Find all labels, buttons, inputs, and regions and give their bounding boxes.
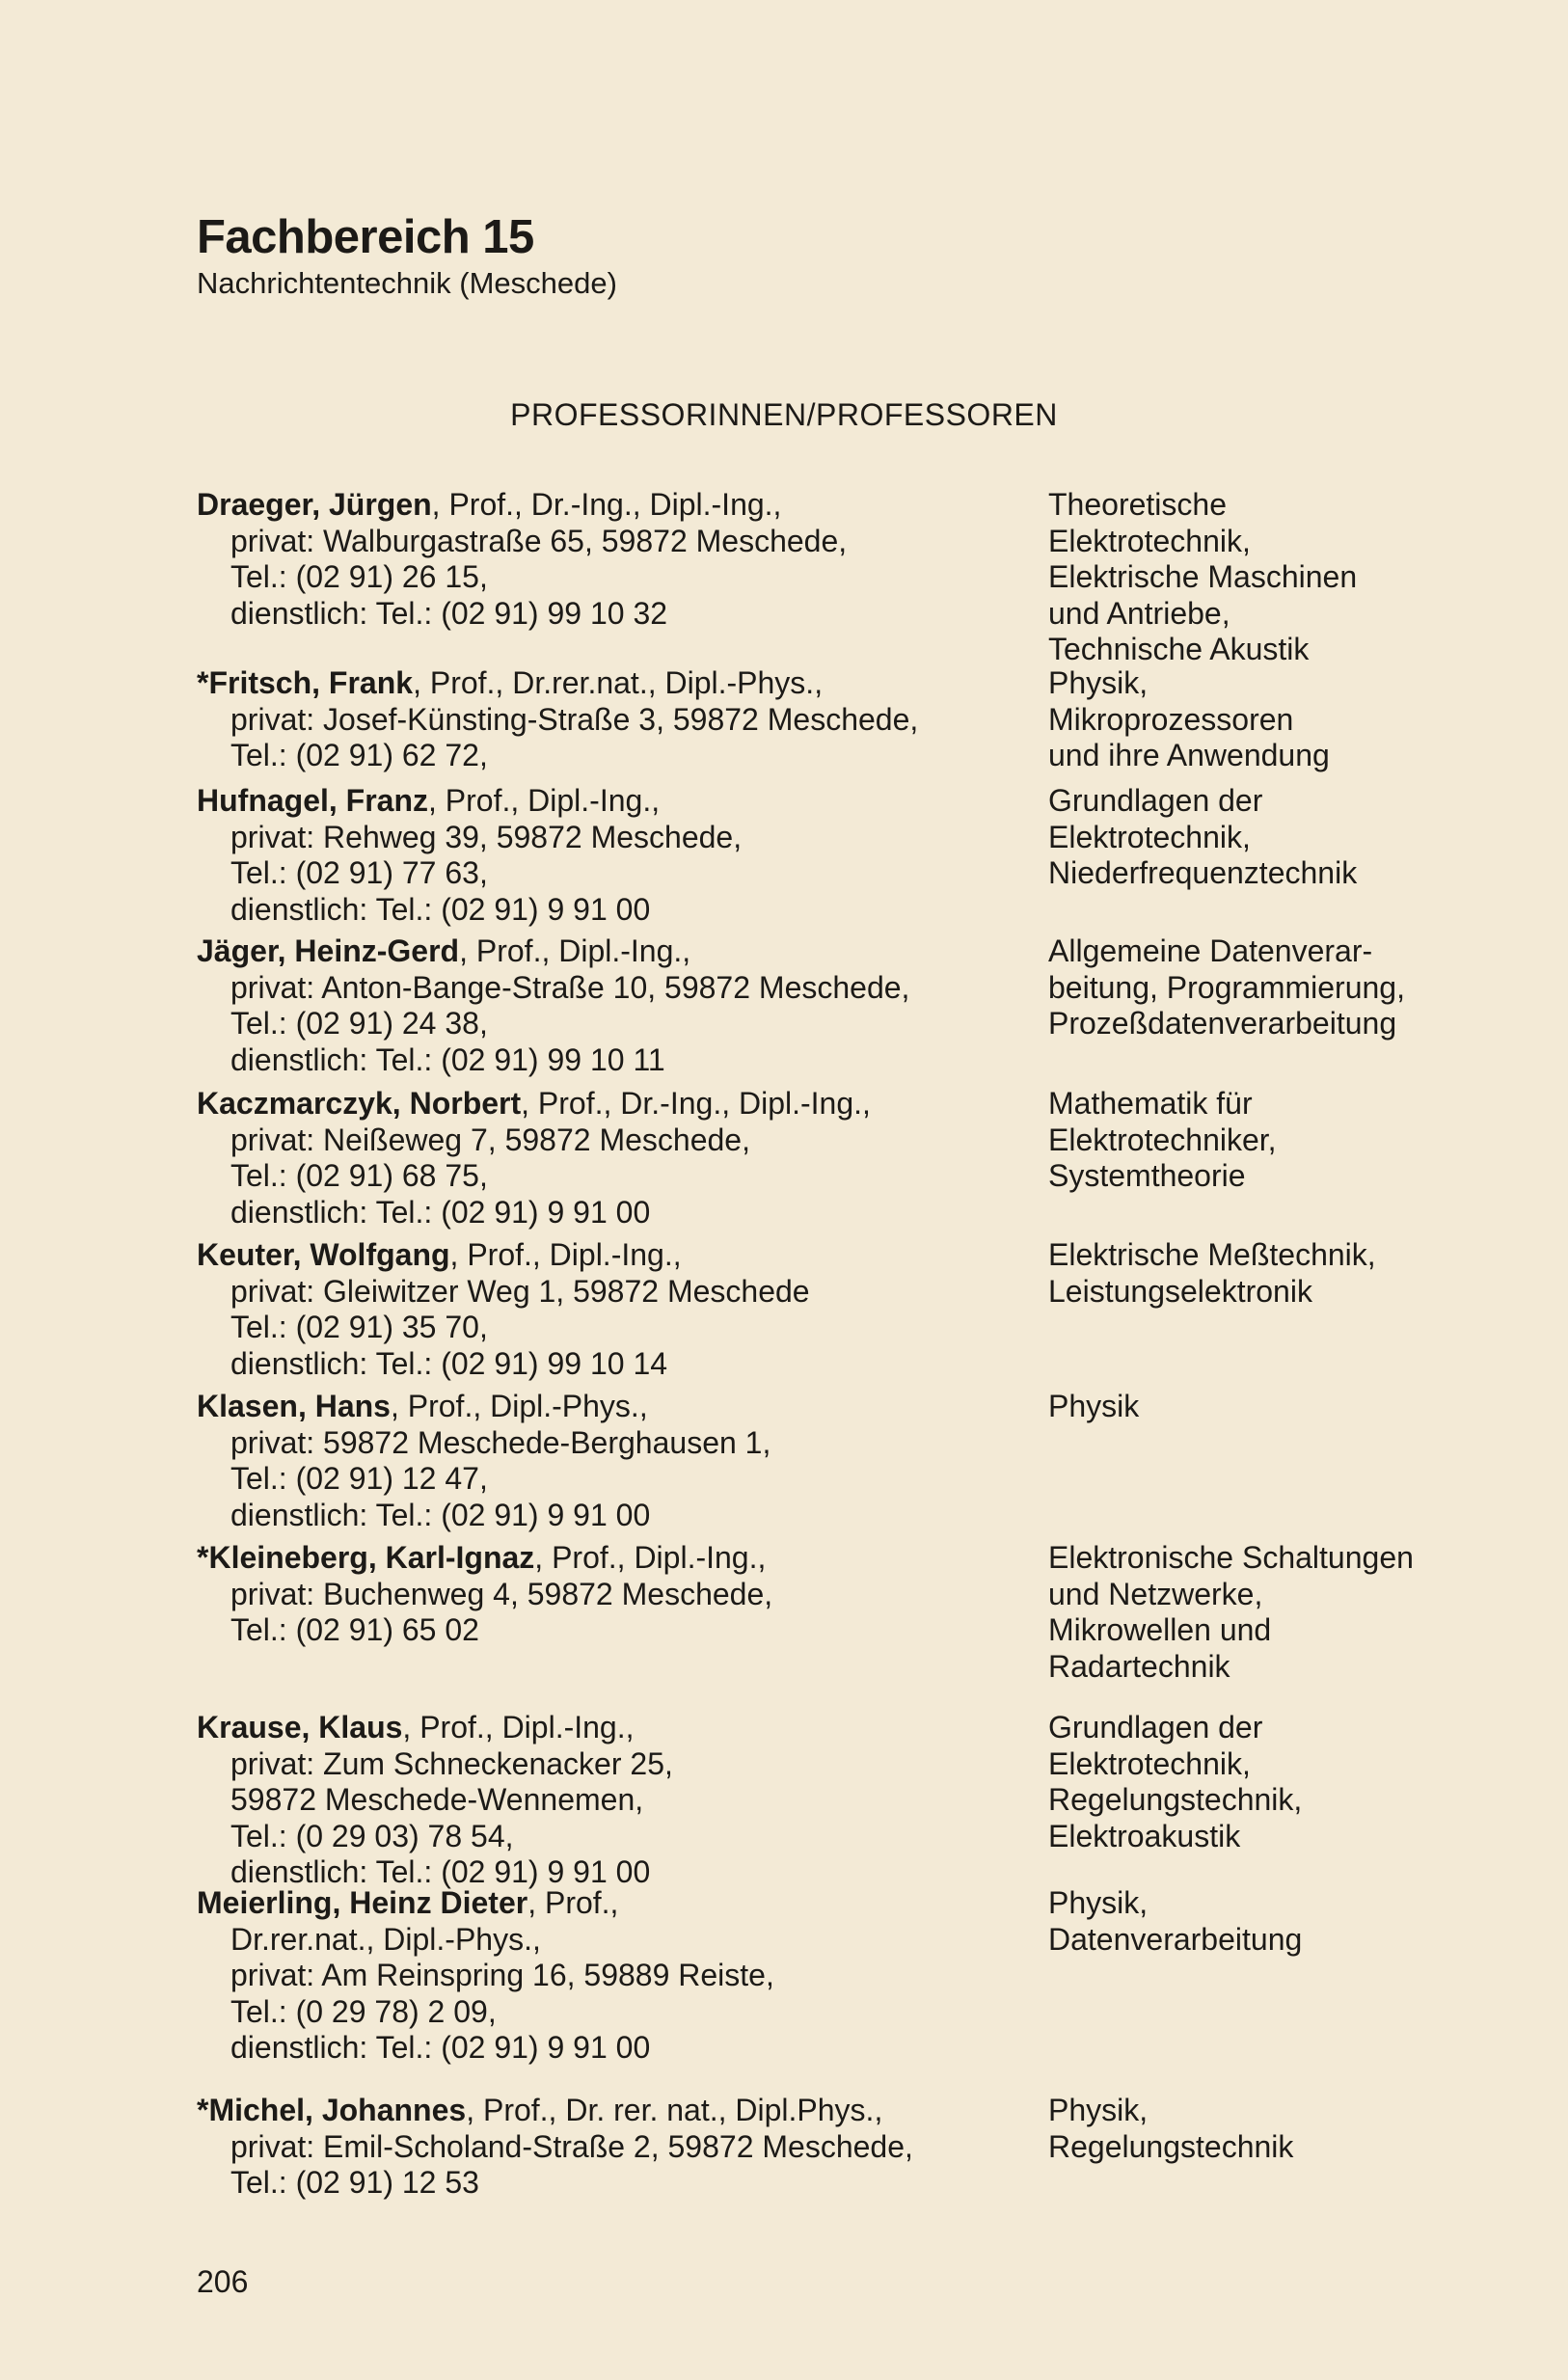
contact-line: Tel.: (02 91) 77 63,: [230, 855, 488, 891]
page-title: Fachbereich 15: [197, 211, 534, 263]
subject-areas: [1048, 1389, 1511, 1425]
contact-line: Tel.: (02 91) 26 15,: [230, 559, 488, 595]
contact-line: privat: Anton-Bange-Straße 10, 59872 Meschede,: [230, 969, 910, 1005]
subject-line: Prozeßdatenverarbeitung: [1048, 1006, 1397, 1041]
entry-details: [197, 1885, 1016, 2067]
entry-name-line: [197, 487, 1016, 524]
professor-name: Krause, Klaus: [197, 1710, 403, 1744]
subject-areas: [1048, 2093, 1511, 2165]
entry-details: [197, 1540, 1016, 1649]
subject-line: Niederfrequenztechnik: [1048, 855, 1358, 891]
subject-line: Allgemeine Datenverar-: [1048, 933, 1373, 968]
professor-titles: , Prof., Dr. rer. nat., Dipl.Phys.,: [466, 2093, 883, 2127]
contact-line: dienstlich: Tel.: (02 91) 9 91 00: [230, 2030, 651, 2066]
subject-line: Elektrotechnik,: [1048, 819, 1251, 854]
professor-name: Draeger, Jürgen: [197, 487, 432, 522]
subject-line: Physik,: [1048, 2093, 1149, 2127]
entry-name-line: [197, 2093, 1016, 2129]
subject-line: Elektrotechniker,: [1048, 1122, 1277, 1157]
entry-name-line: [197, 1885, 1016, 1922]
contact-line: privat: Josef-Künsting-Straße 3, 59872 Meschede,: [230, 701, 919, 737]
contact-line: privat: Emil-Scholand-Straße 2, 59872 Meschede,: [230, 2128, 913, 2164]
contact-line: Dr.rer.nat., Dipl.-Phys.,: [230, 1921, 541, 1957]
professor-name: Hufnagel, Franz: [197, 783, 429, 818]
subject-areas: [1048, 1540, 1511, 1685]
subject-line: Elektronische Schaltungen: [1048, 1540, 1414, 1575]
subject-line: Elektrotechnik,: [1048, 523, 1251, 558]
professor-name: Keuter, Wolfgang: [197, 1237, 450, 1272]
contact-line: Tel.: (02 91) 62 72,: [230, 738, 488, 773]
entry-name-line: [197, 933, 1016, 970]
contact-line: Tel.: (02 91) 12 53: [230, 2165, 479, 2201]
professor-name: *Michel, Johannes: [197, 2093, 467, 2127]
subject-areas: [1048, 487, 1511, 668]
professor-name: Meierling, Heinz Dieter: [197, 1885, 528, 1920]
subject-line: Physik,: [1048, 665, 1149, 700]
contact-line: privat: Zum Schneckenacker 25,: [230, 1745, 673, 1781]
section-heading: PROFESSORINNEN/PROFESSOREN: [510, 397, 1058, 432]
contact-line: privat: Walburgastraße 65, 59872 Meschede,: [230, 523, 848, 558]
subject-line: Grundlagen der: [1048, 1710, 1263, 1744]
subject-line: Leistungselektronik: [1048, 1273, 1312, 1309]
subject-line: Grundlagen der: [1048, 783, 1263, 818]
contact-line: dienstlich: Tel.: (02 91) 9 91 00: [230, 1854, 651, 1890]
subject-areas: [1048, 1237, 1511, 1310]
contact-line: dienstlich: Tel.: (02 91) 9 91 00: [230, 891, 651, 927]
subject-line: beitung, Programmierung,: [1048, 969, 1405, 1005]
contact-line: dienstlich: Tel.: (02 91) 99 10 32: [230, 595, 668, 631]
contact-line: dienstlich: Tel.: (02 91) 99 10 14: [230, 1345, 668, 1381]
entry-details: [197, 2093, 1016, 2202]
subject-line: Regelungstechnik,: [1048, 1782, 1303, 1818]
professor-titles: , Prof., Dipl.-Phys.,: [390, 1389, 648, 1423]
contact-line: Tel.: (02 91) 12 47,: [230, 1461, 488, 1497]
contact-line: Tel.: (0 29 78) 2 09,: [230, 1993, 497, 2029]
professor-titles: , Prof.,: [527, 1885, 619, 1920]
entry-details: [197, 1710, 1016, 1891]
subject-line: Physik: [1048, 1389, 1140, 1423]
contact-line: dienstlich: Tel.: (02 91) 99 10 11: [230, 1041, 665, 1077]
contact-line: Tel.: (02 91) 35 70,: [230, 1310, 488, 1345]
contact-line: dienstlich: Tel.: (02 91) 9 91 00: [230, 1194, 651, 1230]
subject-line: Mikrowellen und: [1048, 1612, 1272, 1648]
professor-name: *Kleineberg, Karl-Ignaz: [197, 1540, 535, 1575]
contact-line: privat: Neißeweg 7, 59872 Meschede,: [230, 1122, 750, 1157]
entry-details: [197, 665, 1016, 774]
entry-details: [197, 1237, 1016, 1382]
subject-line: Physik,: [1048, 1885, 1149, 1920]
entry-details: [197, 1086, 1016, 1231]
subject-line: Mikroprozessoren: [1048, 701, 1294, 737]
subject-line: Technische Akustik: [1048, 632, 1310, 667]
contact-line: 59872 Meschede-Wennemen,: [230, 1782, 644, 1818]
contact-line: Tel.: (02 91) 24 38,: [230, 1006, 488, 1041]
subject-line: Elektroakustik: [1048, 1818, 1241, 1853]
professor-name: Klasen, Hans: [197, 1389, 391, 1423]
subject-line: Datenverarbeitung: [1048, 1921, 1303, 1957]
professor-titles: , Prof., Dipl.-Ing.,: [534, 1540, 767, 1575]
subject-areas: [1048, 1086, 1511, 1195]
subject-line: Systemtheorie: [1048, 1158, 1246, 1194]
professor-titles: , Prof., Dipl.-Ing.,: [449, 1237, 682, 1272]
professor-titles: , Prof., Dr.-Ing., Dipl.-Ing.,: [521, 1086, 871, 1121]
entry-name-line: [197, 1710, 1016, 1746]
entry-name-line: [197, 1086, 1016, 1122]
subject-areas: [1048, 1885, 1511, 1958]
subject-areas: [1048, 665, 1511, 774]
contact-line: privat: Am Reinspring 16, 59889 Reiste,: [230, 1958, 774, 1993]
professor-name: Jäger, Heinz-Gerd: [197, 933, 460, 968]
entry-name-line: [197, 1389, 1016, 1425]
professor-name: Kaczmarczyk, Norbert: [197, 1086, 522, 1121]
subject-line: und Antriebe,: [1048, 595, 1230, 631]
subject-line: Theoretische: [1048, 487, 1227, 522]
entry-name-line: [197, 1237, 1016, 1274]
professor-titles: , Prof., Dipl.-Ing.,: [428, 783, 661, 818]
page-subtitle: Nachrichtentechnik (Meschede): [197, 266, 617, 300]
entry-name-line: [197, 783, 1016, 820]
subject-line: und Netzwerke,: [1048, 1576, 1263, 1611]
contact-line: privat: Buchenweg 4, 59872 Meschede,: [230, 1576, 773, 1611]
professor-name: *Fritsch, Frank: [197, 665, 414, 700]
contact-line: privat: Rehweg 39, 59872 Meschede,: [230, 819, 743, 854]
entry-details: [197, 933, 1016, 1078]
entry-details: [197, 487, 1016, 632]
professor-titles: , Prof., Dr.-Ing., Dipl.-Ing.,: [431, 487, 782, 522]
subject-line: und ihre Anwendung: [1048, 738, 1330, 773]
contact-line: privat: 59872 Meschede-Berghausen 1,: [230, 1424, 771, 1460]
professor-titles: , Prof., Dipl.-Ing.,: [459, 933, 691, 968]
entry-details: [197, 1389, 1016, 1533]
contact-line: privat: Gleiwitzer Weg 1, 59872 Meschede: [230, 1273, 810, 1309]
entry-details: [197, 783, 1016, 928]
contact-line: Tel.: (02 91) 68 75,: [230, 1158, 488, 1194]
subject-areas: [1048, 1710, 1511, 1854]
subject-line: Mathematik für: [1048, 1086, 1253, 1121]
page-number: 206: [197, 2264, 249, 2299]
entry-name-line: [197, 665, 1016, 702]
entry-name-line: [197, 1540, 1016, 1577]
subject-line: Elektrotechnik,: [1048, 1745, 1251, 1781]
title-block: [197, 210, 617, 301]
professor-titles: , Prof., Dr.rer.nat., Dipl.-Phys.,: [413, 665, 824, 700]
contact-line: Tel.: (0 29 03) 78 54,: [230, 1818, 514, 1853]
subject-line: Regelungstechnik: [1048, 2128, 1294, 2164]
professor-titles: , Prof., Dipl.-Ing.,: [402, 1710, 635, 1744]
contact-line: Tel.: (02 91) 65 02: [230, 1612, 479, 1648]
contact-line: dienstlich: Tel.: (02 91) 9 91 00: [230, 1497, 651, 1532]
subject-line: Elektrische Meßtechnik,: [1048, 1237, 1376, 1272]
subject-line: Elektrische Maschinen: [1048, 559, 1358, 595]
subject-areas: [1048, 933, 1511, 1042]
subject-areas: [1048, 783, 1511, 892]
subject-line: Radartechnik: [1048, 1648, 1230, 1684]
